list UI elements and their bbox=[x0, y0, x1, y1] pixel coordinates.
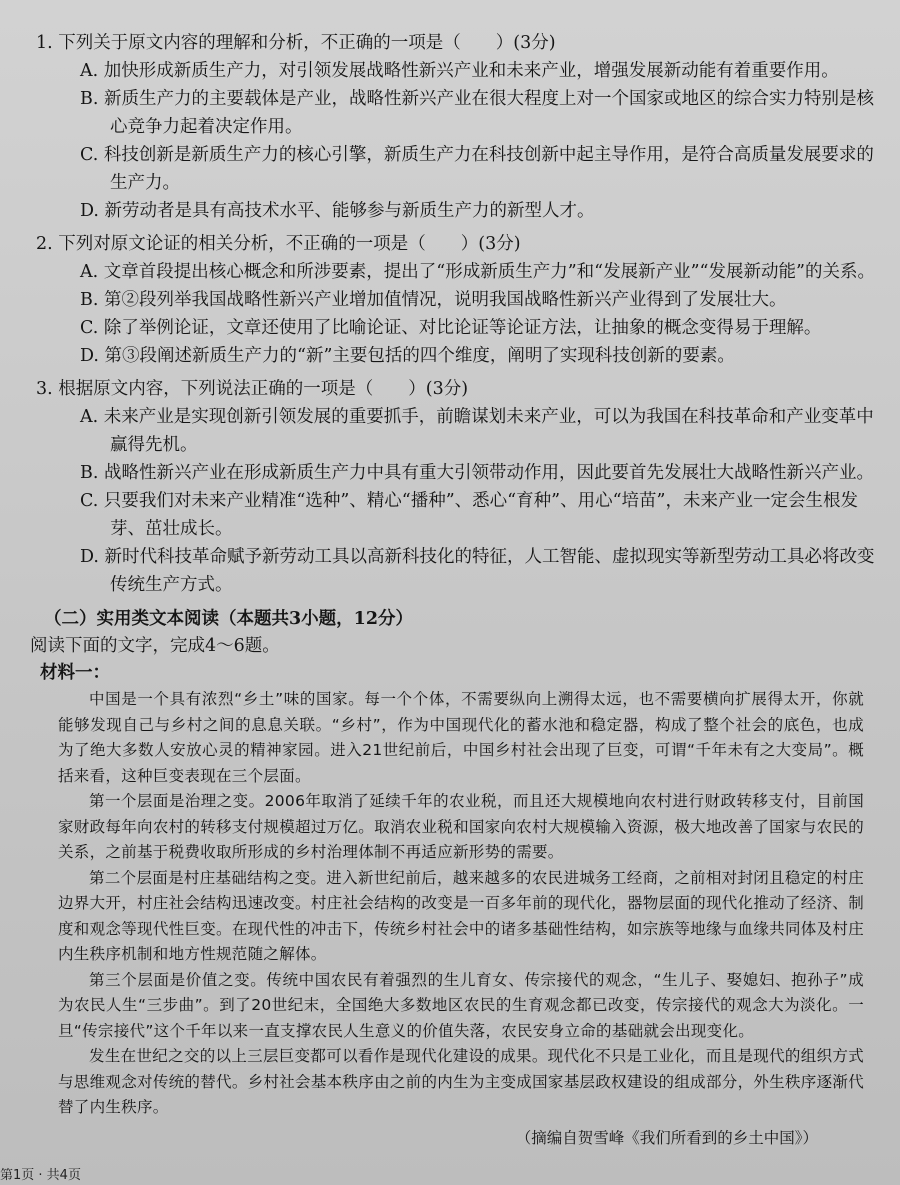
question-stem: 1. 下列关于原文内容的理解和分析，不正确的一项是（ ）(3分) bbox=[36, 33, 556, 53]
material-paragraph: 第二个层面是村庄基础结构之变。进入新世纪前后，越来越多的农民进城务工经商，之前相对封闭且稳定的村庄边界大开，村庄社会结构迅速改变。村庄社会结构的改变是一百多年前的现代化，器物层面的现代化推动了经济、制度和观念等现代性巨变。在现代性的冲击下，传统乡村社会中的诸多基础性结构，如宗族等地缘与血缘共同体及村庄内生秩序机制和地方性规范随之解体。 bbox=[58, 868, 864, 963]
question-3 bbox=[30, 376, 878, 599]
option-d: D. 新时代科技革命赋予新劳动工具以高新科技化的特征，人工智能、虚拟现实等新型劳动工具必将改变传统生产方式。 bbox=[80, 547, 875, 595]
option-a: A. 未来产业是实现创新引领发展的重要抓手，前瞻谋划未来产业，可以为我国在科技革命和产业变革中赢得先机。 bbox=[80, 407, 874, 455]
section-title: （二）实用类文本阅读（本题共3小题，12分） bbox=[44, 609, 414, 629]
question-stem: 3. 根据原文内容，下列说法正确的一项是（ ）(3分) bbox=[36, 379, 469, 399]
material-label: 材料一： bbox=[40, 663, 110, 683]
option-b: B. 战略性新兴产业在形成新质生产力中具有重大引领带动作用，因此要首先发展壮大战略性新兴产业。 bbox=[80, 463, 874, 483]
material-paragraph: 中国是一个具有浓烈“乡土”味的国家。每一个个体，不需要纵向上溯得太远，也不需要横向扩展得太开，你就能够发现自己与乡村之间的息息关联。“乡村”，作为中国现代化的蓄水池和稳定器，构成了整个社会的底色，也成为了绝大多数人安放心灵的精神家园。进入21世纪前后，中国乡村社会出现了巨变，可谓“千年未有之大变局”。概括来看，这种巨变表现在三个层面。 bbox=[58, 690, 864, 785]
option-a: A. 文章首段提出核心概念和所涉要素，提出了“形成新质生产力”和“发展新产业”“发展新动能”的关系。 bbox=[80, 262, 875, 282]
material-paragraph: 第三个层面是价值之变。传统中国农民有着强烈的生儿育女、传宗接代的观念，“生儿子、娶媳妇、抱孙子”成为农民人生“三步曲”。到了20世纪末，全国绝大多数地区农民的生育观念都已改变，传宗接代的观念大为淡化。一旦“传宗接代”这个千年以来一直支撑农民人生意义的价值失落，农民安身立命的基础就会出现变化。 bbox=[58, 970, 864, 1040]
page-footer: 第1页 · 共4页 bbox=[0, 1168, 81, 1183]
option-a: A. 加快形成新质生产力，对引领发展战略性新兴产业和未来产业，增强发展新动能有着重要作用。 bbox=[80, 61, 839, 81]
option-d: D. 新劳动者是具有高技术水平、能够参与新质生产力的新型人才。 bbox=[80, 201, 595, 221]
material-paragraph: 发生在世纪之交的以上三层巨变都可以看作是现代化建设的成果。现代化不只是工业化，而且是现代的组织方式与思维观念对传统的替代。乡村社会基本秩序由之前的内生为主变成国家基层政权建设的组成部分，外生秩序逐渐代替了内生秩序。 bbox=[58, 1047, 864, 1116]
option-c: C. 只要我们对未来产业精准“选种”、精心“播种”、悉心“育种”、用心“培苗”，未来产业一定会生根发芽、茁壮成长。 bbox=[80, 491, 858, 539]
question-2 bbox=[30, 231, 878, 370]
material-paragraph: 第一个层面是治理之变。2006年取消了延续千年的农业税，而且还大规模地向农村进行财政转移支付，目前国家财政每年向农村的转移支付规模超过万亿。取消农业税和国家向农村大规模输入资源，极大地改善了国家与农民的关系，之前基于税费收取所形成的乡村治理体制不再适应新形势的需要。 bbox=[58, 792, 864, 861]
section-instruction: 阅读下面的文字，完成4～6题。 bbox=[30, 636, 280, 656]
source-citation: （摘编自贺雪峰《我们所看到的乡土中国》） bbox=[515, 1128, 818, 1147]
option-b: B. 新质生产力的主要载体是产业，战略性新兴产业在很大程度上对一个国家或地区的综合实力特别是核心竞争力起着决定作用。 bbox=[80, 89, 874, 137]
question-1 bbox=[30, 30, 878, 225]
option-b: B. 第②段列举我国战略性新兴产业增加值情况，说明我国战略性新兴产业得到了发展壮大。 bbox=[80, 290, 787, 310]
option-c: C. 除了举例论证，文章还使用了比喻论证、对比论证等论证方法，让抽象的概念变得易于理解。 bbox=[80, 318, 822, 338]
option-d: D. 第③段阐述新质生产力的“新”主要包括的四个维度，阐明了实现科技创新的要素。 bbox=[80, 346, 735, 366]
question-stem: 2. 下列对原文论证的相关分析，不正确的一项是（ ）(3分) bbox=[36, 234, 521, 254]
option-c: C. 科技创新是新质生产力的核心引擎，新质生产力在科技创新中起主导作用，是符合高质量发展要求的生产力。 bbox=[80, 145, 874, 193]
